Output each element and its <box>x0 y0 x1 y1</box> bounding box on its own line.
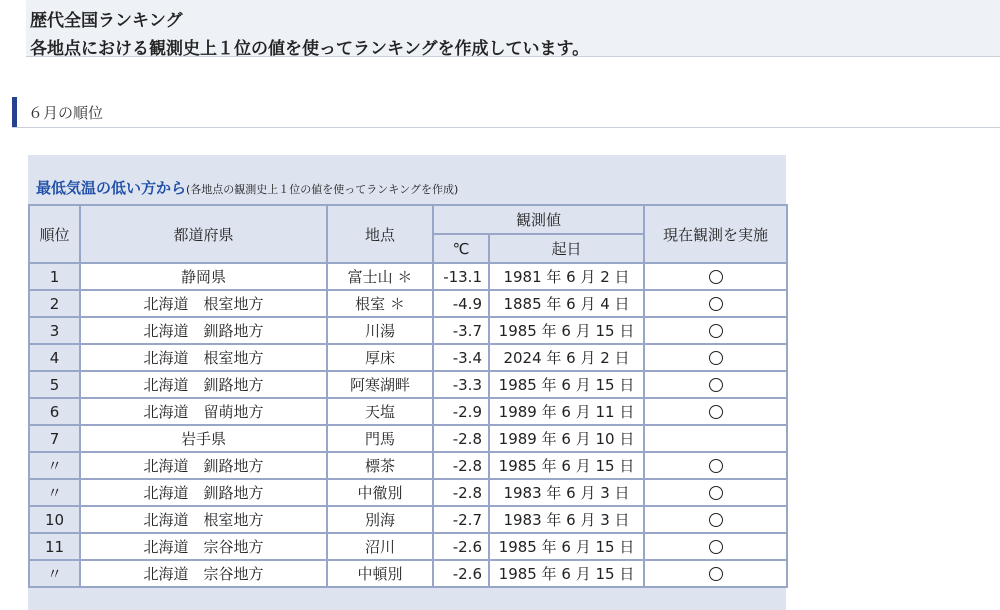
cell-current <box>644 560 787 587</box>
cell-date: 2024 年 6 月 2 日 <box>489 344 644 371</box>
header-station: 地点 <box>327 205 433 263</box>
cell-prefecture: 北海道 根室地方 <box>80 290 327 317</box>
page-title: 歴代全国ランキング <box>30 11 183 31</box>
cell-date: 1985 年 6 月 15 日 <box>489 560 644 587</box>
table-row <box>29 560 787 587</box>
cell-station: 標茶 <box>327 452 433 479</box>
active-observation-mark <box>709 270 723 284</box>
cell-value: -2.9 <box>433 398 489 425</box>
active-observation-mark <box>709 540 723 554</box>
cell-prefecture: 北海道 宗谷地方 <box>80 533 327 560</box>
cell-prefecture: 北海道 釧路地方 <box>80 317 327 344</box>
cell-current <box>644 506 787 533</box>
active-observation-mark <box>709 324 723 338</box>
cell-station: 門馬 <box>327 425 433 452</box>
cell-rank: 2 <box>29 290 80 317</box>
cell-current <box>644 317 787 344</box>
cell-station: 中頓別 <box>327 560 433 587</box>
section-label: ６月の順位 <box>28 104 104 122</box>
section-heading <box>12 97 1000 128</box>
header-date: 起日 <box>489 234 644 263</box>
cell-rank: 11 <box>29 533 80 560</box>
section-accent-bar <box>12 97 17 127</box>
cell-rank: 5 <box>29 371 80 398</box>
cell-prefecture: 岩手県 <box>80 425 327 452</box>
active-observation-mark <box>709 513 723 527</box>
active-observation-mark <box>709 297 723 311</box>
cell-current <box>644 479 787 506</box>
cell-current <box>644 290 787 317</box>
cell-station: 天塩 <box>327 398 433 425</box>
cell-rank: 4 <box>29 344 80 371</box>
ranking-table-body <box>29 263 787 587</box>
cell-date: 1989 年 6 月 10 日 <box>489 425 644 452</box>
cell-rank: 10 <box>29 506 80 533</box>
table-caption-note: (各地点の観測史上１位の値を使ってランキングを作成) <box>186 183 459 196</box>
cell-prefecture: 北海道 留萌地方 <box>80 398 327 425</box>
cell-value: -2.8 <box>433 452 489 479</box>
cell-rank: 〃 <box>29 452 80 479</box>
table-row <box>29 479 787 506</box>
table-row <box>29 290 787 317</box>
header-unit: ℃ <box>433 234 489 263</box>
cell-value: -2.6 <box>433 560 489 587</box>
table-row <box>29 398 787 425</box>
cell-value: -3.4 <box>433 344 489 371</box>
cell-current <box>644 371 787 398</box>
active-observation-mark <box>709 351 723 365</box>
cell-date: 1985 年 6 月 15 日 <box>489 452 644 479</box>
table-row <box>29 371 787 398</box>
cell-rank: 6 <box>29 398 80 425</box>
cell-rank: 1 <box>29 263 80 290</box>
cell-value: -13.1 <box>433 263 489 290</box>
cell-date: 1983 年 6 月 3 日 <box>489 506 644 533</box>
cell-station: 阿寒湖畔 <box>327 371 433 398</box>
cell-date: 1885 年 6 月 4 日 <box>489 290 644 317</box>
cell-value: -3.3 <box>433 371 489 398</box>
cell-rank: 〃 <box>29 560 80 587</box>
cell-date: 1989 年 6 月 11 日 <box>489 398 644 425</box>
cell-date: 1985 年 6 月 15 日 <box>489 371 644 398</box>
header-rank: 順位 <box>29 205 80 263</box>
cell-station: 富士山 ＊ <box>327 263 433 290</box>
cell-current <box>644 425 787 452</box>
active-observation-mark <box>709 486 723 500</box>
cell-date: 1985 年 6 月 15 日 <box>489 317 644 344</box>
cell-current <box>644 344 787 371</box>
header-current: 現在観測を実施 <box>644 205 787 263</box>
active-observation-mark <box>709 567 723 581</box>
page-subtitle: 各地点における観測史上１位の値を使ってランキングを作成しています。 <box>30 39 590 59</box>
cell-current <box>644 452 787 479</box>
ranking-table <box>28 204 788 588</box>
cell-rank: 7 <box>29 425 80 452</box>
header-observation: 観測値 <box>433 205 644 234</box>
table-caption-main: 最低気温の低い方から <box>36 179 187 197</box>
table-row <box>29 344 787 371</box>
cell-station: 川湯 <box>327 317 433 344</box>
cell-prefecture: 北海道 釧路地方 <box>80 371 327 398</box>
table-row <box>29 317 787 344</box>
header-prefecture: 都道府県 <box>80 205 327 263</box>
cell-value: -2.7 <box>433 506 489 533</box>
table-caption <box>36 177 458 198</box>
table-row <box>29 506 787 533</box>
cell-station: 根室 ＊ <box>327 290 433 317</box>
cell-prefecture: 北海道 根室地方 <box>80 506 327 533</box>
cell-rank: 〃 <box>29 479 80 506</box>
cell-value: -4.9 <box>433 290 489 317</box>
cell-value: -2.6 <box>433 533 489 560</box>
active-observation-mark <box>709 405 723 419</box>
cell-value: -2.8 <box>433 479 489 506</box>
table-row <box>29 263 787 290</box>
cell-prefecture: 静岡県 <box>80 263 327 290</box>
cell-station: 中徹別 <box>327 479 433 506</box>
cell-rank: 3 <box>29 317 80 344</box>
cell-prefecture: 北海道 釧路地方 <box>80 452 327 479</box>
table-row <box>29 425 787 452</box>
ranking-panel <box>28 155 786 610</box>
active-observation-mark <box>709 378 723 392</box>
cell-station: 沼川 <box>327 533 433 560</box>
cell-value: -2.8 <box>433 425 489 452</box>
cell-date: 1981 年 6 月 2 日 <box>489 263 644 290</box>
cell-prefecture: 北海道 釧路地方 <box>80 479 327 506</box>
table-row <box>29 452 787 479</box>
cell-prefecture: 北海道 宗谷地方 <box>80 560 327 587</box>
cell-station: 厚床 <box>327 344 433 371</box>
cell-current <box>644 398 787 425</box>
cell-date: 1985 年 6 月 15 日 <box>489 533 644 560</box>
cell-current <box>644 533 787 560</box>
cell-station: 別海 <box>327 506 433 533</box>
cell-prefecture: 北海道 根室地方 <box>80 344 327 371</box>
cell-current <box>644 263 787 290</box>
cell-value: -3.7 <box>433 317 489 344</box>
cell-date: 1983 年 6 月 3 日 <box>489 479 644 506</box>
table-row <box>29 533 787 560</box>
page-header <box>26 0 1000 57</box>
active-observation-mark <box>709 459 723 473</box>
